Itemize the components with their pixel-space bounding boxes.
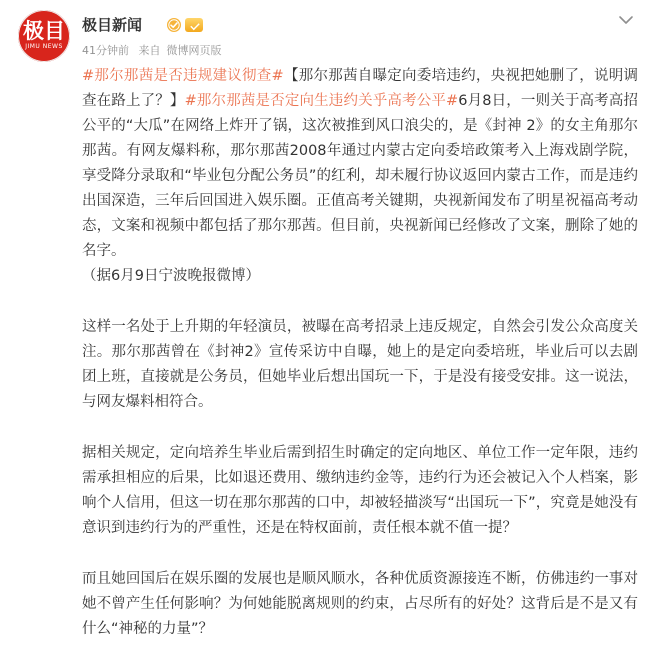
post-citation: （据6月9日宁波晚报微博） bbox=[82, 268, 260, 284]
post-header bbox=[18, 10, 638, 64]
verified-badge-icon bbox=[166, 17, 182, 33]
avatar[interactable] bbox=[18, 10, 70, 62]
post-paragraph-3: 据相关规定，定向培养生毕业后需到招生时确定的定向地区、单位工作一定年限，违约需承担相应的后果，比如退还费用、缴纳违约金等，违约行为还会被记入个人档案，影响个人信用，但这一切在那尔那茜的口中，却被轻描淡写“出国玩一下”，究竟是她没有意识到违约行为的严重性，还是在特权面前，责任根本就不值一提？ bbox=[82, 445, 638, 536]
chevron-down-icon[interactable] bbox=[618, 14, 634, 26]
post-paragraph-1 bbox=[82, 64, 638, 289]
avatar-ring bbox=[18, 10, 70, 62]
post-body-1: 6月8日，一则关于高考高招公平的“大瓜”在网络上炸开了锅，这次被推到风口浪尖的，是《封神 2》的女主角那尔那茜。有网友爆料称，那尔那茜2008年通过内蒙古定向委培政策考入上海戏剧学院，享受降分录取和“毕业包分配公务员”的红利，却未履行协议返回内蒙古工作，而是违约出国深造，三年后回国进入娱乐圈。正值高考关键期，央视新闻发布了明星祝福高考动态，文案和视频中都包括了那尔那茜。但目前，央视新闻已经修改了文案，删除了她的名字。 bbox=[82, 93, 638, 259]
avatar-logo-subtext: JIMU NEWS bbox=[25, 43, 63, 50]
member-level-icon[interactable] bbox=[185, 18, 203, 32]
author-name[interactable]: 极目新闻 bbox=[82, 16, 143, 34]
post-meta bbox=[82, 43, 228, 59]
topic-link-2[interactable]: #那尔那茜是否定向生违约关乎高考公平# bbox=[184, 93, 459, 109]
source-prefix: 来自 bbox=[138, 44, 161, 57]
post-paragraph-4: 而且她回国后在娱乐圈的发展也是顺风顺水，各种优质资源接连不断，仿佛违约一事对她不曾产生任何影响？为何她能脱离规则的约束，占尽所有的好处？这背后是不是又有什么“神秘的力量”？ bbox=[82, 571, 638, 637]
topic-link-1[interactable]: #那尔那茜是否违规建议彻查# bbox=[82, 68, 284, 84]
post-headline: 【那尔那茜自曝定向委培违约，央视把她删了，说明调查在路上了？】 bbox=[82, 68, 638, 109]
post-paragraph-2: 这样一名处于上升期的年轻演员，被曝在高考招录上违反规定，自然会引发公众高度关注。那尔那茜曾在《封神2》宣传采访中自曝，她上的是定向委培班，毕业后可以去剧团上班，直接就是公务员，但她毕业后想出国玩一下，于是没有接受安排。这一说法，与网友爆料相符合。 bbox=[82, 319, 638, 410]
post-source: 微博网页版 bbox=[166, 44, 222, 57]
avatar-logo-text: 极目 bbox=[23, 19, 65, 43]
post-content bbox=[82, 64, 638, 668]
post-time[interactable]: 41分钟前 bbox=[82, 44, 129, 57]
